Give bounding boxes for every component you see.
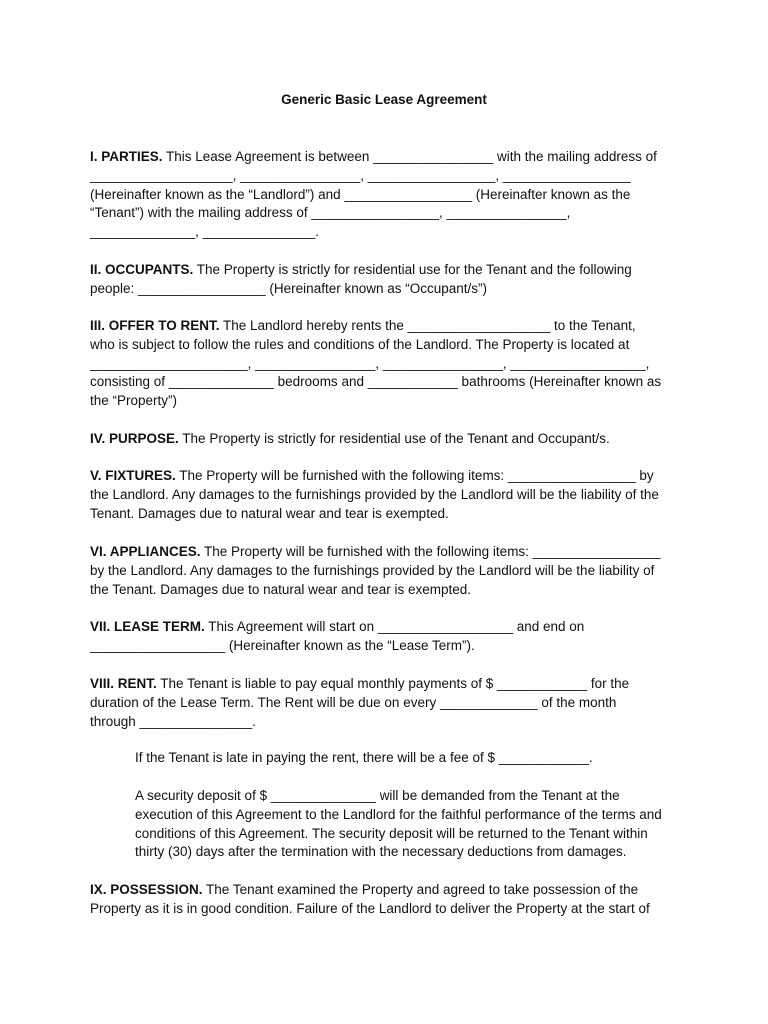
section-offer-to-rent [90, 317, 690, 411]
section-parties [90, 148, 690, 242]
section-fixtures [90, 467, 690, 523]
section-line: VIII. RENT. The Tenant is liable to pay equal monthly payments of $ ____________ for the [90, 676, 630, 691]
section-line: conditions of this Agreement. The security deposit will be returned to the Tenant within [135, 825, 648, 841]
section-heading: V. FIXTURES. [90, 468, 176, 483]
section-line: If the Tenant is late in paying the rent, there will be a fee of $ ____________. [135, 750, 593, 765]
section-line: V. FIXTURES. The Property will be furnished with the following items: _________________ by [90, 468, 654, 483]
section-lease-term [90, 618, 690, 656]
section-line: III. OFFER TO RENT. The Landlord hereby rents the ___________________ to the Tenant, [90, 318, 636, 333]
section-heading: IV. PURPOSE. [90, 431, 179, 446]
section-line: A security deposit of $ ______________ will be demanded from the Tenant at the [135, 788, 620, 803]
section-heading: I. PARTIES. [90, 149, 163, 164]
section-line: “Tenant”) with the mailing address of _________________, ________________, [90, 205, 571, 221]
section-heading: III. OFFER TO RENT. [90, 318, 220, 333]
section-line: duration of the Lease Term. The Rent will be due on every _____________ of the month [90, 694, 617, 710]
section-line: IX. POSSESSION. The Tenant examined the Property and agreed to take possession of the [90, 882, 639, 897]
section-line: the Tenant. Damages due to natural wear and tear is exempted. [90, 581, 471, 597]
section-line: the “Property”) [90, 393, 178, 409]
section-line: ______________, _______________. [90, 224, 319, 240]
section-line: the Landlord. Any damages to the furnishings provided by the Landlord will be the liability of the [90, 486, 659, 502]
section-possession [90, 881, 690, 919]
section-line: by the Landlord. Any damages to the furnishings provided by the Landlord will be the liability of [90, 562, 655, 578]
section-line: (Hereinafter known as the “Landlord”) and _________________ (Hereinafter known as the [90, 186, 631, 202]
section-line: through _______________. [90, 713, 256, 729]
section-purpose [90, 430, 690, 449]
section-line: VI. APPLIANCES. The Property will be furnished with the following items: _________________ [90, 544, 661, 559]
section-heading: VI. APPLIANCES. [90, 544, 201, 559]
section-line: IV. PURPOSE. The Property is strictly for residential use of the Tenant and Occupant/s. [90, 431, 610, 446]
section-line: ___________________, ________________, _________________, _________________ [90, 167, 631, 183]
section-line: Tenant. Damages due to natural wear and tear is exempted. [90, 505, 449, 521]
section-heading: II. OCCUPANTS. [90, 262, 194, 277]
section-line: who is subject to follow the rules and conditions of the Landlord. The Property is located at [90, 336, 630, 352]
section-heading: IX. POSSESSION. [90, 882, 203, 897]
section-rent [90, 675, 690, 731]
document-title: Generic Basic Lease Agreement [281, 92, 487, 107]
section-line: __________________ (Hereinafter known as the “Lease Term”). [90, 637, 475, 653]
section-line: II. OCCUPANTS. The Property is strictly for residential use for the Tenant and the following [90, 262, 632, 277]
section-line: thirty (30) days after the termination with the necessary deductions from damages. [135, 844, 627, 860]
section-line: consisting of ______________ bedrooms and ____________ bathrooms (Hereinafter known as [90, 374, 662, 390]
paragraph-security-deposit [135, 787, 695, 862]
section-appliances [90, 543, 690, 599]
section-line: Property as it is in good condition. Failure of the Landlord to deliver the Property at the start of [90, 900, 650, 916]
section-line: I. PARTIES. This Lease Agreement is between ________________ with the mailing address of [90, 149, 657, 164]
section-occupants [90, 261, 690, 299]
section-line: VII. LEASE TERM. This Agreement will start on __________________ and end on [90, 619, 585, 634]
section-line: _____________________, ________________, ________________, __________________, [90, 355, 650, 371]
section-line: execution of this Agreement to the Landlord for the faithful performance of the terms and [135, 806, 662, 822]
section-heading: VII. LEASE TERM. [90, 619, 205, 634]
section-line: people: _________________ (Hereinafter known as “Occupant/s”) [90, 280, 488, 296]
section-heading: VIII. RENT. [90, 676, 157, 691]
paragraph-late-fee [135, 749, 695, 768]
